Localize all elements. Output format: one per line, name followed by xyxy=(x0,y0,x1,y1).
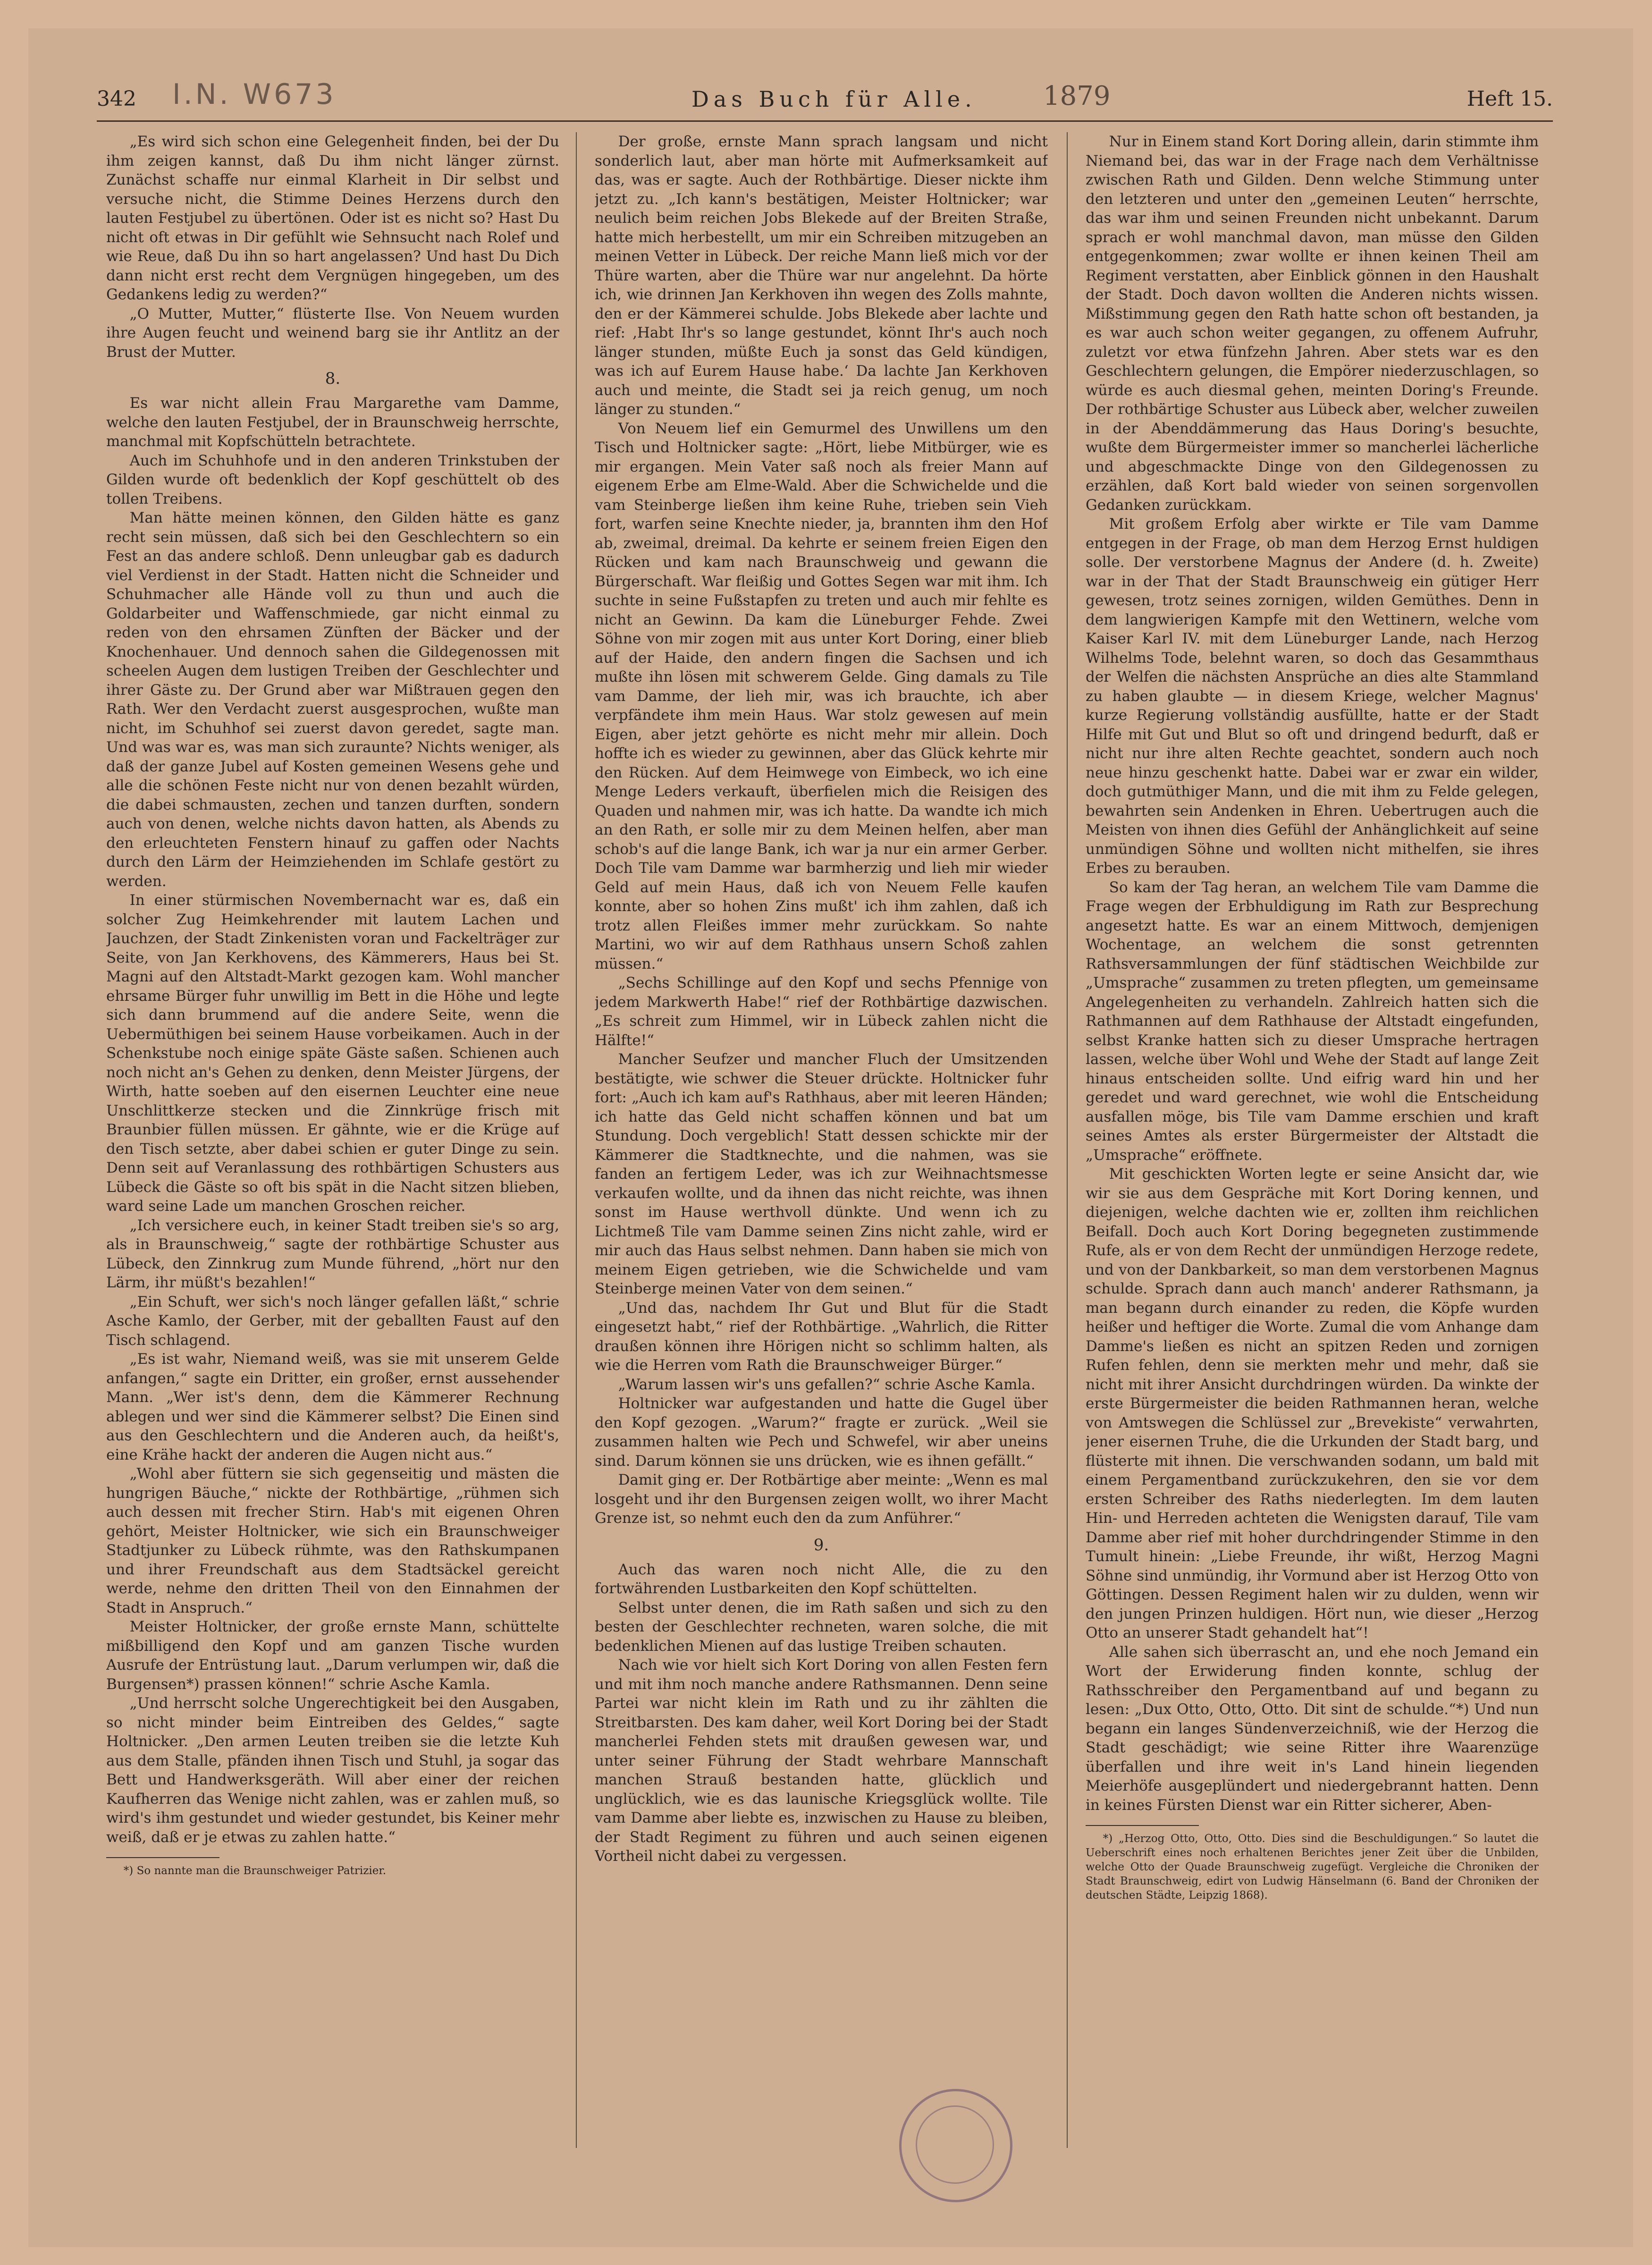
paragraph: Mancher Seufzer und mancher Fluch der Umsitzenden bestätigte, wie schwer die Steuer drückte. Holtnicker fuhr fort: „Auch ich kam auf's Rathhaus, aber mit leeren Händen; ich hatte das Geld nicht schaffen können und bat um Stundung. Doch vergeblich! Statt dessen schickte mir der Kämmerer die Stadtknechte, und die nahmen, was sie fanden an fertigem Leder, was ich zur Weihnachtsmesse verkaufen wollte, und da ihnen das nicht reichte, was ihnen sonst im Hause werthvoll dünkte. Und wenn ich zu Lichtmeß Tile vam Damme seinen Zins nicht zahle, wird er mir auch das Haus selbst nehmen. Dann haben sie mich von meinem Eigen getrieben, wie die Schwichelde und vam Steinberge meinen Vater von dem seinen.“ xyxy=(595,1051,1048,1297)
section-number: 8. xyxy=(325,369,341,388)
paragraph: Von Neuem lief ein Gemurmel des Unwillens um den Tisch und Holtnicker sagte: „Hört, liebe Mitbürger, wie es mir ergangen. Mein Vater saß noch als freier Mann auf eigenem Erbe am Elme-Wald. Aber die Schwichelde und die vam Steinberge ließen ihm keine Ruhe, trieben sein Vieh fort, warfen seine Knechte nieder, ja, brannten ihm den Hof ab, zweimal, dreimal. Da kehrte er seinem freien Eigen den Rücken und kam nach Braunschweig und gewann die Bürgerschaft. War fleißig und Gottes Segen war mit ihm. Ich suchte in seine Fußstapfen zu treten und auch mir fehlte es nicht an Gewinn. Da kam die Lüneburger Fehde. Zwei Söhne von mir zogen mit aus unter Kort Doring, einer blieb auf der Haide, den andern fingen die Sachsen und ich mußte ihn lösen mit schwerem Gelde. Ging damals zu Tile vam Damme, der lieh mir, was ich brauchte, ich aber verpfändete ihm mein Haus. War stolz gewesen auf mein Eigen, aber jetzt gehörte es nicht mehr mir allein. Doch hoffte ich es wieder zu gewinnen, aber das Glück kehrte mir den Rücken. Auf dem Heimwege von Eimbeck, wo ich eine Menge Leders verkauft, überfielen mich die Reisigen des Quaden und nahmen mir, was ich hatte. Da wandte ich mich an den Rath, er solle mir zu dem Meinen helfen, aber man schob's auf die lange Bank, ich war ja nur ein armer Gerber. Doch Tile vam Damme war barmherzig und lieh mir wieder Geld auf mein Haus, daß ich von Neuem Felle kaufen konnte, aber so hohen Zins mußt' ich ihm zahlen, daß ich trotz allen Fleißes immer mehr zurückkam. So nahte Martini, wo wir auf dem Rathhaus unsern Schoß zahlen müssen.“ xyxy=(595,420,1048,972)
paragraph: „Und das, nachdem Ihr Gut und Blut für die Stadt eingesetzt habt,“ rief der Rothbärtige. „Wahrlich, die Ritter draußen können ihre Hörigen nicht so schlimm halten, als wie die Herren vom Rath die Braunschweiger Bürger.“ xyxy=(595,1299,1048,1374)
paragraph: Mit großem Erfolg aber wirkte er Tile vam Damme entgegen in der Frage, ob man dem Herzog Ernst huldigen solle. Der verstorbene Magnus der Andere (d. h. Zweite) war in der That der Stadt Braunschweig ein gütiger Herr gewesen, trotz seines zornigen, wilden Gemüthes. Denn in dem langwierigen Kampfe mit den Wettinern, welche vom Kaiser Karl IV. mit dem Lüneburger Lande, nach Herzog Wilhelms Tode, belehnt waren, so doch das Gesammthaus der Welfen die nächsten Ansprüche an dies alte Stammland zu haben glaubte — in diesem Kriege, welcher Magnus' kurze Regierung vollständig ausfüllte, hatte er der Stadt Hilfe mit Gut und Blut so oft und dringend bedurft, daß er nicht nur ihre alten Rechte geachtet, sondern auch noch neue hinzu geschenkt hatte. Dabei war er zwar ein wilder, doch gutmüthiger Mann, und die mit ihm zu Felde gelegen, bewahrten sein Andenken in Ehren. Uebertrugen auch die Meisten von ihnen dies Gefühl der Anhänglichkeit auf seine unmündigen Söhne und wollten nicht mithelfen, sie ihres Erbes zu berauben. xyxy=(1086,516,1539,877)
paragraph: Nach wie vor hielt sich Kort Doring von allen Festen fern und mit ihm noch manche andere Rathsmannen. Denn seine Partei war nicht klein im Rath und zu ihr zählten die Streitbarsten. Des kam daher, weil Kort Doring bei der Stadt mancherlei Fehden stets mit draußen gewesen war, und unter seiner Führung der Stadt wehrbare Mannschaft manchen Strauß bestanden hatte, glücklich und unglücklich, wie es das launische Kriegsglück wollte. Tile vam Damme aber liebte es, inzwischen zu Hause zu bleiben, der Stadt Regiment zu führen und auch seinen eigenen Vortheil nicht dabei zu vergessen. xyxy=(595,1656,1048,1865)
paragraph: „Wohl aber füttern sie sich gegenseitig und mästen die hungrigen Bäuche,“ nickte der Rothbärtige, „rühmen sich auch dessen mit frecher Stirn. Hab's mit eigenen Ohren gehört, Meister Holtnicker, wie sich ein Braunschweiger Stadtjunker zu Lübeck rühmte, was den Rathskumpanen und ihrer Freundschaft aus dem Stadtsäckel gereicht werde, nehme den dritten Theil von den Einnahmen der Stadt in Anspruch.“ xyxy=(106,1465,559,1616)
newspaper-page xyxy=(97,78,1553,2216)
text-column-3 xyxy=(1086,132,1539,2143)
paragraph: Mit geschickten Worten legte er seine Ansicht dar, wie wir sie aus dem Gespräche mit Kort Doring kennen, und diejenigen, welche dachten wie er, zollten ihm reichlichen Beifall. Doch auch Kort Doring begegneten zustimmende Rufe, als er von dem Recht der unmündigen Herzoge redete, und von der Dankbarkeit, so man dem verstorbenen Magnus schulde. Sprach dann auch manch' anderer Rathsmann, ja man begann durch einander zu reden, die Köpfe wurden heißer und heftiger die Worte. Zumal die vom Anhange dam Damme's ließen es nicht an spitzen Reden und zornigen Rufen fehlen, denn sie merkten mehr und mehr, daß sie nicht mit ihrer Ansicht durchdringen würden. Da winkte der erste Bürgermeister die beiden Rathmannen heran, welche von Amtswegen die Schlüssel zur „Brevekiste“ verwahrten, jener eisernen Truhe, die die Urkunden der Stadt barg, und flüsterte mit ihnen. Die verschwanden sodann, um bald mit einem Pergamentband zurückzukehren, den sie vor dem ersten Schreiber des Raths niederlegten. Im dem lauten Hin- und Herreden achteten die Wenigsten darauf, Tile vam Damme aber rief mit hoher durchdringender Stimme in den Tumult hinein: „Liebe Freunde, ihr wißt, Herzog Magni Söhne sind unmündig, ihr Vormund aber ist Herzog Otto von Göttingen. Dessen Regiment halen wir zu dulden, wenn wir den jungen Prinzen huldigen. Hört nun, wie dieser „Herzog Otto an unserer Stadt gehandelt hat“! xyxy=(1086,1166,1539,1641)
paragraph: „Ein Schuft, wer sich's noch länger gefallen läßt,“ schrie Asche Kamlo, der Gerber, mit der geballten Faust auf den Tisch schlagend. xyxy=(106,1293,559,1349)
paragraph: „Es ist wahr, Niemand weiß, was sie mit unserem Gelde anfangen,“ sagte ein Dritter, ein großer, ernst aussehender Mann. „Wer ist's denn, dem die Kämmerer Rechnung ablegen und wer sind die Kämmerer selbst? Die Einen sind aus den Geschlechtern und die Anderen auch, da heißt's, eine Krähe hackt der anderen die Augen nicht aus.“ xyxy=(106,1351,559,1463)
column-divider xyxy=(576,132,577,2148)
paragraph: Damit ging er. Der Rotbärtige aber meinte: „Wenn es mal losgeht und ihr den Burgensen zeigen wollt, wo ihrer Macht Grenze ist, so nehmt euch den da zum Anführer.“ xyxy=(595,1471,1048,1527)
page-number: 342 xyxy=(97,87,136,111)
footnote-rule xyxy=(106,1857,219,1858)
library-stamp-inner-ring xyxy=(916,2105,994,2184)
paragraph: „Sechs Schillinge auf den Kopf und sechs Pfennige von jedem Markwerth Habe!“ rief der Rothbärtige dazwischen. „Es schreit zum Himmel, wir in Lübeck zahlen nicht die Hälfte!“ xyxy=(595,974,1048,1049)
footnote: *) „Herzog Otto, Otto, Otto. Dies sind die Beschuldigungen.“ So lautet die Ueberschrift eines noch erhaltenen Berichtes jener Zeit über die Unbilden, welche Otto der Quade Braunschweig zugefügt. Vergleiche die Chroniken der Stadt Braunschweig, edirt von Ludwig Hänselmann (6. Band der Chroniken der deutschen Städte, Leipzig 1868). xyxy=(1086,1833,1539,1902)
handwritten-catalog-mark: I.N. W673 xyxy=(172,78,337,111)
paragraph: So kam der Tag heran, an welchem Tile vam Damme die Frage wegen der Erbhuldigung im Rath zur Besprechung angesetzt hatte. Es war an einem Mittwoch, demjenigen Wochentage, an welchem die sonst getrennten Rathsversammlungen der fünf städtischen Weichbilde zur „Umsprache“ zusammen zu treten pflegten, um gemeinsame Angelegenheiten zu verhandeln. Zahlreich hatten sich die Rathmannen auf dem Rathhause der Altstadt eingefunden, selbst Kranke hatten sich zu dieser Umsprache hertragen lassen, welche über Wohl und Wehe der Stadt auf lange Zeit hinaus entscheiden sollte. Und eifrig ward hin und her geredet und ward gerechnet, wie wohl die Entscheidung ausfallen möge, bis Tile vam Damme erschien und kraft seines Amtes als erster Bürgermeister der Altstadt die „Umsprache“ eröffnete. xyxy=(1086,879,1539,1164)
paragraph: „O Mutter, Mutter,“ flüsterte Ilse. Von Neuem wurden ihre Augen feucht und weinend barg sie ihr Antlitz an der Brust der Mutter. xyxy=(106,305,559,361)
paragraph: Auch das waren noch nicht Alle, die zu den fortwährenden Lustbarkeiten den Kopf schüttelten. xyxy=(595,1561,1048,1597)
paragraph: „Ich versichere euch, in keiner Stadt treiben sie's so arg, als in Braunschweig,“ sagte der rothbärtige Schuster aus Lübeck, den Zinnkrug zum Munde führend, „hört nur den Lärm, ihr müßt's bezahlen!“ xyxy=(106,1217,559,1291)
column-divider xyxy=(1067,132,1068,2148)
footnote-rule xyxy=(1086,1825,1199,1826)
issue-label: Heft 15. xyxy=(1467,87,1553,111)
paragraph: Auch im Schuhhofe und in den anderen Trinkstuben der Gilden wurde oft bedenklich der Kopf geschüttelt ob des tollen Treibens. xyxy=(106,452,559,507)
paragraph: „Es wird sich schon eine Gelegenheit finden, bei der Du ihm zeigen kannst, daß Du ihm nicht länger zürnst. Zunächst schaffe nur einmal Klarheit in Dir selbst und versuche nicht, die Stimme Deines Herzens durch den lauten Festjubel zu übertönen. Oder ist es nicht so? Hast Du nicht oft etwas in Dir gefühlt wie Sehnsucht nach Rolef und wie Reue, daß Du ihn so hart angelassen? Und hast Du Dich dann nicht erst recht dem Vergnügen hingegeben, um des Gedankens ledig zu werden?“ xyxy=(106,133,559,303)
text-column-2 xyxy=(595,132,1048,2143)
paragraph: Es war nicht allein Frau Margarethe vam Damme, welche den lauten Festjubel, der in Braunschweig herrschte, manchmal mit Kopfschütteln betrachtete. xyxy=(106,395,559,450)
paragraph: „Und herrscht solche Ungerechtigkeit bei den Ausgaben, so nicht minder beim Eintreiben des Geldes,“ sagte Holtnicker. „Den armen Leuten treiben sie die letzte Kuh aus dem Stalle, pfänden ihnen Tisch und Stuhl, ja sogar das Bett und Handwerksgeräth. Will aber einer der reichen Kaufherren das Wenige nicht zahlen, was er zahlen muß, so wird's ihm gestundet und wieder gestundet, bis Keiner mehr weiß, daß er je etwas zu zahlen hatte.“ xyxy=(106,1695,559,1846)
paragraph: In einer stürmischen Novembernacht war es, daß ein solcher Zug Heimkehrender mit lautem Lachen und Jauchzen, der Stadt Zinkenisten voran und Fackelträger zur Seite, von Jan Kerkhovens, des Kämmerers, Haus bei St. Magni auf den Altstadt-Markt gezogen kam. Wohl mancher ehrsame Bürger fuhr unwillig im Bett in die Höhe und legte sich dann brummend auf die andere Seite, wenn die Uebermüthigen bei seinem Hause vorbeikamen. Auch in der Schenkstube noch einige späte Gäste saßen. Schienen auch noch nicht an's Gehen zu denken, denn Meister Jürgens, der Wirth, hatte soeben auf den eisernen Leuchter eine neue Unschlittkerze stecken und die Zinnkrüge frisch mit Braunbier füllen müssen. Er gähnte, wie er die Krüge auf den Tisch setzte, aber dabei schien er guter Dinge zu sein. Denn seit auf Veranlassung des rothbärtigen Schusters aus Lübeck die Gäste so oft bis spät in die Nacht sitzen blieben, ward seine Lade um manchen Groschen reicher. xyxy=(106,892,559,1215)
publication-title: Das Buch für Alle. xyxy=(691,86,977,112)
paragraph: Der große, ernste Mann sprach langsam und nicht sonderlich laut, aber man hörte mit Aufmerksamkeit auf das, was er sagte. Auch der Rothbärtige. Dieser nickte ihm jetzt zu. „Ich kann's bestätigen, Meister Holtnicker; war neulich beim reichen Jobs Blekede auf der Breiten Straße, hatte mich herbestellt, um mir ein Schreiben mitzugeben an meinen Vetter in Lübeck. Der reiche Mann ließ mich vor der Thüre warten, aber die Thüre war nur angelehnt. Da hörte ich, wie drinnen Jan Kerkhoven ihn wegen des Zolls mahnte, den er der Kämmerei schulde. Jobs Blekede aber lachte und rief: ‚Habt Ihr's so lange gestundet, könnt Ihr's auch noch länger stunden, müßte Euch ja sonst das Geld kündigen, was ich auf Eurem Hause habe.‘ Da lachte Jan Kerkhoven auch und meinte, die Stadt sei ja reich genug, um noch länger zu stunden.“ xyxy=(595,133,1048,418)
paragraph: Selbst unter denen, die im Rath saßen und sich zu den besten der Geschlechter rechneten, waren solche, die mit bedenklichen Mienen auf das lustige Treiben schauten. xyxy=(595,1599,1048,1655)
paragraph: Nur in Einem stand Kort Doring allein, darin stimmte ihm Niemand bei, das war in der Frage nach dem Verhältnisse zwischen Rath und Gilden. Denn welche Stimmung unter den letzteren und unter den „gemeinen Leuten“ herrschte, das war ihm und seinen Freunden nicht unbekannt. Darum sprach er wohl manchmal davon, man müsse den Gilden entgegenkommen; zwar wollte er ihnen keinen Theil am Regiment verstatten, aber Einblick gönnen in den Haushalt der Stadt. Doch davon wollten die Anderen nichts wissen. Mißstimmung gegen den Rath hatte schon oft bestanden, ja es war auch schon weiter gegangen, zu offenem Aufruhr, zuletzt vor etwa fünfzehn Jahren. Aber stets war es den Geschlechtern gelungen, die Empörer niederzuschlagen, so würde es auch diesmal gehen, meinten Doring's Freunde. Der rothbärtige Schuster aus Lübeck aber, welcher zuweilen in der Abenddämmerung das Haus Doring's besuchte, wußte dem Bürgermeister immer so mancherlei lächerliche und abgeschmackte Dinge von den Gildegenossen zu erzählen, daß Kort bald wieder von seinen sorgenvollen Gedanken zurückkam. xyxy=(1086,133,1539,514)
paragraph: Meister Holtnicker, der große ernste Mann, schüttelte mißbilligend den Kopf und am ganzen Tische wurden Ausrufe der Entrüstung laut. „Darum verlumpen wir, daß die Burgensen*) prassen können!“ schrie Asche Kamla. xyxy=(106,1618,559,1693)
paragraph: „Warum lassen wir's uns gefallen?“ schrie Asche Kamla. xyxy=(618,1376,1036,1393)
section-number: 9. xyxy=(813,1535,829,1555)
library-stamp xyxy=(899,2089,1012,2202)
handwritten-year: 1879 xyxy=(1043,81,1111,111)
footnote: *) So nannte man die Braunschweiger Patrizier. xyxy=(123,1865,387,1877)
header-rule xyxy=(97,120,1553,122)
paragraph: Man hätte meinen können, den Gilden hätte es ganz recht sein müssen, daß sich bei den Geschlechtern so ein Fest an das andere schloß. Denn unleugbar gab es dadurch viel Verdienst in der Stadt. Hatten nicht die Schneider und Schuhmacher alle Hände voll zu thun und auch die Goldarbeiter und Waffenschmiede, gar nicht einmal zu reden von den ehrsamen Zünften der Bäcker und der Knochenhauer. Und dennoch sahen die Gildegenossen mit scheelen Augen dem lustigen Treiben der Geschlechter und ihrer Gäste zu. Der Grund aber war Mißtrauen gegen den Rath. Wer den Verdacht zuerst ausgesprochen, wußte man nicht, im Schuhhof sei zuerst davon geredet, sagte man. Und was war es, was man sich zuraunte? Nichts weniger, als daß der ganze Jubel auf Kosten gemeinen Wesens gehe und alle die schönen Feste nicht nur von denen bezahlt würden, die dabei schmausten, zechen und tanzen durften, sondern auch von denen, welche nichts davon hatten, als Abends zu den erleuchteten Fenstern hinauf zu gaffen oder Nachts durch den Lärm der Heimziehenden im Schlafe gestört zu werden. xyxy=(106,509,559,890)
text-column-1 xyxy=(106,132,559,2143)
paragraph: Holtnicker war aufgestanden und hatte die Gugel über den Kopf gezogen. „Warum?“ fragte er zurück. „Weil sie zusammen halten wie Pech und Schwefel, wir aber uneins sind. Darum können sie uns drücken, wie es ihnen gefällt.“ xyxy=(595,1395,1048,1470)
page-header xyxy=(97,78,1553,116)
paragraph: Alle sahen sich überrascht an, und ehe noch Jemand ein Wort der Erwiderung finden konnte, schlug der Rathsschreiber den Pergamentband auf und begann zu lesen: „Dux Otto, Otto, Otto. Dit sint de schulde.“*) Und nun begann ein langes Sündenverzeichniß, wie der Herzog die Stadt geschädigt; wie seine Ritter ihre Waarenzüge überfallen und ihre weit in's Land hinein liegenden Meierhöfe ausgeplündert und niedergebrannt hatten. Denn in keines Fürsten Dienst war ein Ritter sicherer, Aben- xyxy=(1086,1643,1539,1814)
